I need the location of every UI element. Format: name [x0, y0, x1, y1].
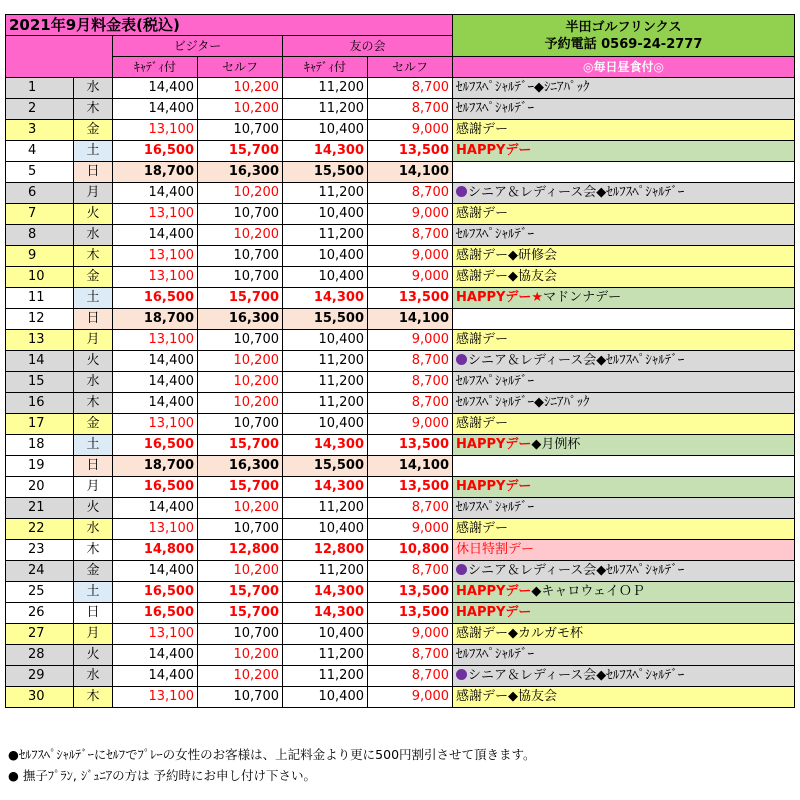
date-cell: 5 [6, 162, 74, 183]
price-cell: 10,400 [283, 687, 368, 708]
price-cell: 16,500 [113, 582, 198, 603]
note-text: 感謝デー◆研修会 [456, 248, 557, 263]
table-row [6, 141, 795, 162]
date-cell: 18 [6, 435, 74, 456]
page-title: 2021年9月料金表(税込) [6, 15, 453, 36]
note-cell [453, 225, 795, 246]
price-cell: 10,200 [198, 183, 283, 204]
price-cell: 10,400 [283, 330, 368, 351]
price-cell: 15,700 [198, 582, 283, 603]
note-cell [453, 456, 795, 477]
table-row [6, 330, 795, 351]
note-cell [453, 540, 795, 561]
price-cell: 11,200 [283, 351, 368, 372]
header-visitor-caddie: ｷｬﾃﾞｨ付 [113, 57, 198, 78]
weekday-cell: 木 [74, 246, 113, 267]
price-cell: 10,400 [283, 519, 368, 540]
price-cell: 10,700 [198, 330, 283, 351]
note-cell [453, 267, 795, 288]
date-cell: 27 [6, 624, 74, 645]
price-cell: 10,700 [198, 204, 283, 225]
price-cell: 10,700 [198, 624, 283, 645]
note-cell [453, 561, 795, 582]
footer-notes [8, 744, 536, 786]
price-cell: 11,200 [283, 78, 368, 99]
price-cell: 14,400 [113, 393, 198, 414]
date-cell: 10 [6, 267, 74, 288]
price-cell: 10,700 [198, 687, 283, 708]
note-text: 感謝デー [456, 416, 509, 431]
price-cell: 10,200 [198, 561, 283, 582]
table-row [6, 225, 795, 246]
weekday-cell: 金 [74, 267, 113, 288]
table-row [6, 309, 795, 330]
price-cell: 8,700 [368, 561, 453, 582]
note-text: 感謝デー◆カルガモ杯 [456, 626, 583, 641]
price-cell: 9,000 [368, 246, 453, 267]
price-cell: 14,400 [113, 498, 198, 519]
price-cell: 14,100 [368, 456, 453, 477]
note-text: ｾﾙﾌｽﾍﾟｼｬﾙﾃﾞｰ [456, 500, 534, 515]
price-cell: 16,300 [198, 162, 283, 183]
price-cell: 10,200 [198, 393, 283, 414]
price-cell: 16,500 [113, 435, 198, 456]
price-cell: 10,400 [283, 267, 368, 288]
price-cell: 15,500 [283, 162, 368, 183]
weekday-cell: 土 [74, 288, 113, 309]
weekday-cell: 月 [74, 183, 113, 204]
price-cell: 10,200 [198, 372, 283, 393]
price-cell: 14,300 [283, 582, 368, 603]
note-cell [453, 246, 795, 267]
price-cell: 15,500 [283, 456, 368, 477]
table-row [6, 162, 795, 183]
purple-dot-icon [456, 186, 467, 197]
price-table [5, 14, 795, 708]
price-cell: 13,100 [113, 687, 198, 708]
price-cell: 10,200 [198, 498, 283, 519]
date-cell: 8 [6, 225, 74, 246]
price-cell: 13,100 [113, 414, 198, 435]
table-row [6, 666, 795, 687]
star-icon: ★ [531, 290, 544, 305]
date-cell: 26 [6, 603, 74, 624]
note-cell [453, 519, 795, 540]
date-cell: 23 [6, 540, 74, 561]
table-row [6, 498, 795, 519]
date-cell: 4 [6, 141, 74, 162]
price-cell: 13,500 [368, 477, 453, 498]
note-cell [453, 645, 795, 666]
weekday-cell: 木 [74, 99, 113, 120]
date-cell: 28 [6, 645, 74, 666]
price-cell: 14,100 [368, 309, 453, 330]
price-cell: 13,100 [113, 267, 198, 288]
weekday-cell: 土 [74, 435, 113, 456]
date-cell: 22 [6, 519, 74, 540]
price-cell: 10,200 [198, 78, 283, 99]
price-cell: 15,700 [198, 477, 283, 498]
price-cell: 12,800 [198, 540, 283, 561]
weekday-cell: 日 [74, 162, 113, 183]
purple-dot-icon [456, 669, 467, 680]
price-cell: 14,400 [113, 183, 198, 204]
note-text: 感謝デー [456, 122, 509, 137]
price-cell: 10,400 [283, 120, 368, 141]
note-text: HAPPYデー [456, 605, 532, 620]
price-cell: 10,200 [198, 99, 283, 120]
note-text: ｾﾙﾌｽﾍﾟｼｬﾙﾃﾞｰ [456, 647, 534, 662]
note-cell [453, 414, 795, 435]
price-cell: 8,700 [368, 78, 453, 99]
table-row [6, 372, 795, 393]
price-cell: 14,400 [113, 225, 198, 246]
header-member-self: セルフ [368, 57, 453, 78]
club-name: 半田ゴルフリンクス [565, 19, 682, 35]
date-cell: 19 [6, 456, 74, 477]
price-cell: 14,300 [283, 603, 368, 624]
note-cell [453, 498, 795, 519]
price-cell: 11,200 [283, 393, 368, 414]
price-cell: 14,400 [113, 78, 198, 99]
price-cell: 13,500 [368, 435, 453, 456]
table-row [6, 414, 795, 435]
table-row [6, 435, 795, 456]
price-cell: 16,500 [113, 141, 198, 162]
price-cell: 14,300 [283, 477, 368, 498]
weekday-cell: 月 [74, 330, 113, 351]
weekday-cell: 金 [74, 561, 113, 582]
header-member: 友の会 [283, 36, 453, 57]
weekday-cell: 日 [74, 456, 113, 477]
date-cell: 29 [6, 666, 74, 687]
note-text: 休日特割デー [456, 542, 535, 557]
price-cell: 8,700 [368, 393, 453, 414]
price-cell: 11,200 [283, 561, 368, 582]
weekday-cell: 水 [74, 372, 113, 393]
note-text: ｾﾙﾌｽﾍﾟｼｬﾙﾃﾞｰ [456, 374, 534, 389]
price-cell: 15,700 [198, 288, 283, 309]
price-cell: 13,100 [113, 120, 198, 141]
weekday-cell: 日 [74, 309, 113, 330]
note-text-extra: ◆月例杯 [531, 437, 581, 452]
table-row [6, 687, 795, 708]
price-cell: 8,700 [368, 372, 453, 393]
note-text: ｾﾙﾌｽﾍﾟｼｬﾙﾃﾞｰ [456, 227, 534, 242]
date-cell: 7 [6, 204, 74, 225]
table-row [6, 204, 795, 225]
price-cell: 9,000 [368, 330, 453, 351]
price-cell: 10,200 [198, 351, 283, 372]
weekday-cell: 木 [74, 687, 113, 708]
price-cell: 13,100 [113, 624, 198, 645]
table-row [6, 246, 795, 267]
price-cell: 13,500 [368, 141, 453, 162]
note-cell [453, 351, 795, 372]
price-cell: 16,500 [113, 477, 198, 498]
price-cell: 8,700 [368, 666, 453, 687]
table-row [6, 183, 795, 204]
note-cell [453, 687, 795, 708]
weekday-cell: 月 [74, 477, 113, 498]
price-cell: 14,400 [113, 666, 198, 687]
note-cell [453, 141, 795, 162]
note-text-extra: ◆キャロウェイＯＰ [531, 584, 645, 599]
weekday-cell: 火 [74, 351, 113, 372]
price-cell: 9,000 [368, 414, 453, 435]
price-cell: 13,100 [113, 519, 198, 540]
price-cell: 13,100 [113, 330, 198, 351]
note-text: HAPPYデー [456, 290, 532, 305]
date-cell: 2 [6, 99, 74, 120]
price-cell: 10,200 [198, 225, 283, 246]
price-cell: 9,000 [368, 120, 453, 141]
date-cell: 13 [6, 330, 74, 351]
table-row [6, 267, 795, 288]
price-cell: 14,800 [113, 540, 198, 561]
price-cell: 10,700 [198, 519, 283, 540]
table-row [6, 477, 795, 498]
footer-note-2: ● 撫子ﾌﾟﾗﾝ, ｼﾞｭﾆｱの方は 予約時にお申し付け下さい。 [8, 768, 317, 783]
date-cell: 30 [6, 687, 74, 708]
note-cell [453, 99, 795, 120]
price-cell: 16,500 [113, 288, 198, 309]
note-cell [453, 309, 795, 330]
note-cell [453, 183, 795, 204]
price-cell: 10,700 [198, 414, 283, 435]
price-cell: 15,700 [198, 435, 283, 456]
price-cell: 8,700 [368, 99, 453, 120]
table-row [6, 561, 795, 582]
table-row [6, 456, 795, 477]
note-cell [453, 666, 795, 687]
table-row [6, 78, 795, 99]
price-cell: 10,200 [198, 666, 283, 687]
price-cell: 13,500 [368, 288, 453, 309]
note-cell [453, 288, 795, 309]
price-cell: 14,100 [368, 162, 453, 183]
lunch-note: ◎毎日昼食付◎ [453, 57, 795, 78]
price-cell: 13,100 [113, 246, 198, 267]
date-cell: 24 [6, 561, 74, 582]
weekday-cell: 水 [74, 225, 113, 246]
table-row [6, 582, 795, 603]
price-cell: 8,700 [368, 351, 453, 372]
weekday-cell: 火 [74, 204, 113, 225]
table-row [6, 120, 795, 141]
date-cell: 12 [6, 309, 74, 330]
note-text: 感謝デー [456, 521, 509, 536]
note-cell [453, 624, 795, 645]
price-cell: 8,700 [368, 183, 453, 204]
header-visitor-self: セルフ [198, 57, 283, 78]
price-cell: 10,400 [283, 246, 368, 267]
date-cell: 25 [6, 582, 74, 603]
price-cell: 9,000 [368, 687, 453, 708]
note-text: シニア＆レディース会◆ｾﾙﾌｽﾍﾟｼｬﾙﾃﾞｰ [468, 563, 685, 578]
price-cell: 14,400 [113, 99, 198, 120]
price-cell: 11,200 [283, 498, 368, 519]
price-cell: 10,400 [283, 414, 368, 435]
date-cell: 3 [6, 120, 74, 141]
note-text: ｾﾙﾌｽﾍﾟｼｬﾙﾃﾞｰ◆ｼﾆｱﾊﾟｯｸ [456, 395, 590, 410]
note-text: シニア＆レディース会◆ｾﾙﾌｽﾍﾟｼｬﾙﾃﾞｰ [468, 668, 685, 683]
note-text: 感謝デー [456, 206, 509, 221]
price-cell: 14,400 [113, 561, 198, 582]
date-cell: 14 [6, 351, 74, 372]
date-cell: 11 [6, 288, 74, 309]
table-row [6, 351, 795, 372]
price-cell: 8,700 [368, 498, 453, 519]
header-member-caddie: ｷｬﾃﾞｨ付 [283, 57, 368, 78]
note-text: 感謝デー◆協友会 [456, 689, 557, 704]
date-cell: 9 [6, 246, 74, 267]
price-cell: 18,700 [113, 456, 198, 477]
date-cell: 21 [6, 498, 74, 519]
price-cell: 8,700 [368, 225, 453, 246]
club-info [453, 15, 795, 57]
note-cell [453, 477, 795, 498]
table-row [6, 540, 795, 561]
note-text: シニア＆レディース会◆ｾﾙﾌｽﾍﾟｼｬﾙﾃﾞｰ [468, 353, 685, 368]
price-cell: 13,100 [113, 204, 198, 225]
note-cell [453, 603, 795, 624]
purple-dot-icon [456, 564, 467, 575]
date-cell: 20 [6, 477, 74, 498]
note-text: 感謝デー [456, 332, 509, 347]
price-cell: 9,000 [368, 519, 453, 540]
price-cell: 16,300 [198, 309, 283, 330]
table-row [6, 99, 795, 120]
note-cell [453, 120, 795, 141]
table-row [6, 645, 795, 666]
note-cell [453, 330, 795, 351]
price-cell: 13,500 [368, 603, 453, 624]
weekday-cell: 金 [74, 120, 113, 141]
price-cell: 11,200 [283, 183, 368, 204]
weekday-cell: 土 [74, 582, 113, 603]
date-cell: 1 [6, 78, 74, 99]
weekday-cell: 水 [74, 666, 113, 687]
footer-note-1: ●ｾﾙﾌｽﾍﾟｼｬﾙﾃﾞｰにｾﾙﾌでﾌﾟﾚｰの女性のお客様は、上記料金より更に500円割引させて頂きます。 [8, 747, 536, 762]
date-cell: 17 [6, 414, 74, 435]
price-cell: 15,700 [198, 141, 283, 162]
date-cell: 6 [6, 183, 74, 204]
note-cell [453, 78, 795, 99]
note-text: HAPPYデー [456, 584, 532, 599]
price-cell: 15,500 [283, 309, 368, 330]
price-cell: 10,700 [198, 120, 283, 141]
weekday-cell: 金 [74, 414, 113, 435]
price-cell: 12,800 [283, 540, 368, 561]
price-cell: 14,300 [283, 141, 368, 162]
weekday-cell: 水 [74, 78, 113, 99]
price-cell: 9,000 [368, 624, 453, 645]
price-cell: 11,200 [283, 99, 368, 120]
weekday-cell: 木 [74, 393, 113, 414]
weekday-cell: 日 [74, 603, 113, 624]
price-cell: 18,700 [113, 309, 198, 330]
price-cell: 11,200 [283, 645, 368, 666]
price-cell: 9,000 [368, 267, 453, 288]
price-cell: 10,800 [368, 540, 453, 561]
price-cell: 8,700 [368, 645, 453, 666]
club-phone: 予約電話 0569-24-2777 [544, 36, 703, 52]
weekday-cell: 火 [74, 498, 113, 519]
note-cell [453, 372, 795, 393]
note-cell [453, 162, 795, 183]
note-text: HAPPYデー [456, 479, 532, 494]
price-cell: 10,200 [198, 645, 283, 666]
table-row [6, 393, 795, 414]
price-cell: 11,200 [283, 666, 368, 687]
price-cell: 14,400 [113, 351, 198, 372]
note-cell [453, 435, 795, 456]
weekday-cell: 水 [74, 519, 113, 540]
price-cell: 11,200 [283, 225, 368, 246]
price-cell: 10,400 [283, 624, 368, 645]
weekday-cell: 土 [74, 141, 113, 162]
price-cell: 16,300 [198, 456, 283, 477]
price-cell: 18,700 [113, 162, 198, 183]
table-row [6, 624, 795, 645]
price-cell: 13,500 [368, 582, 453, 603]
purple-dot-icon [456, 354, 467, 365]
note-text: シニア＆レディース会◆ｾﾙﾌｽﾍﾟｼｬﾙﾃﾞｰ [468, 185, 685, 200]
table-row [6, 288, 795, 309]
price-cell: 9,000 [368, 204, 453, 225]
price-cell: 10,400 [283, 204, 368, 225]
note-text: 感謝デー◆協友会 [456, 269, 557, 284]
price-cell: 14,400 [113, 645, 198, 666]
table-row [6, 603, 795, 624]
note-text: ｾﾙﾌｽﾍﾟｼｬﾙﾃﾞｰ◆ｼﾆｱﾊﾟｯｸ [456, 80, 590, 95]
note-cell [453, 582, 795, 603]
table-row [6, 519, 795, 540]
note-text: ｾﾙﾌｽﾍﾟｼｬﾙﾃﾞｰ [456, 101, 534, 116]
price-cell: 15,700 [198, 603, 283, 624]
date-cell: 16 [6, 393, 74, 414]
weekday-cell: 火 [74, 645, 113, 666]
note-text: HAPPYデー [456, 437, 532, 452]
price-cell: 14,300 [283, 435, 368, 456]
note-cell [453, 393, 795, 414]
price-cell: 14,300 [283, 288, 368, 309]
date-cell: 15 [6, 372, 74, 393]
weekday-cell: 月 [74, 624, 113, 645]
note-cell [453, 204, 795, 225]
price-cell: 10,700 [198, 246, 283, 267]
header-visitor: ビジター [113, 36, 283, 57]
header-blank [6, 36, 113, 78]
note-text-extra: マドンナデー [543, 290, 622, 305]
price-cell: 14,400 [113, 372, 198, 393]
price-cell: 16,500 [113, 603, 198, 624]
price-cell: 10,700 [198, 267, 283, 288]
weekday-cell: 木 [74, 540, 113, 561]
note-text: HAPPYデー [456, 143, 532, 158]
price-cell: 11,200 [283, 372, 368, 393]
